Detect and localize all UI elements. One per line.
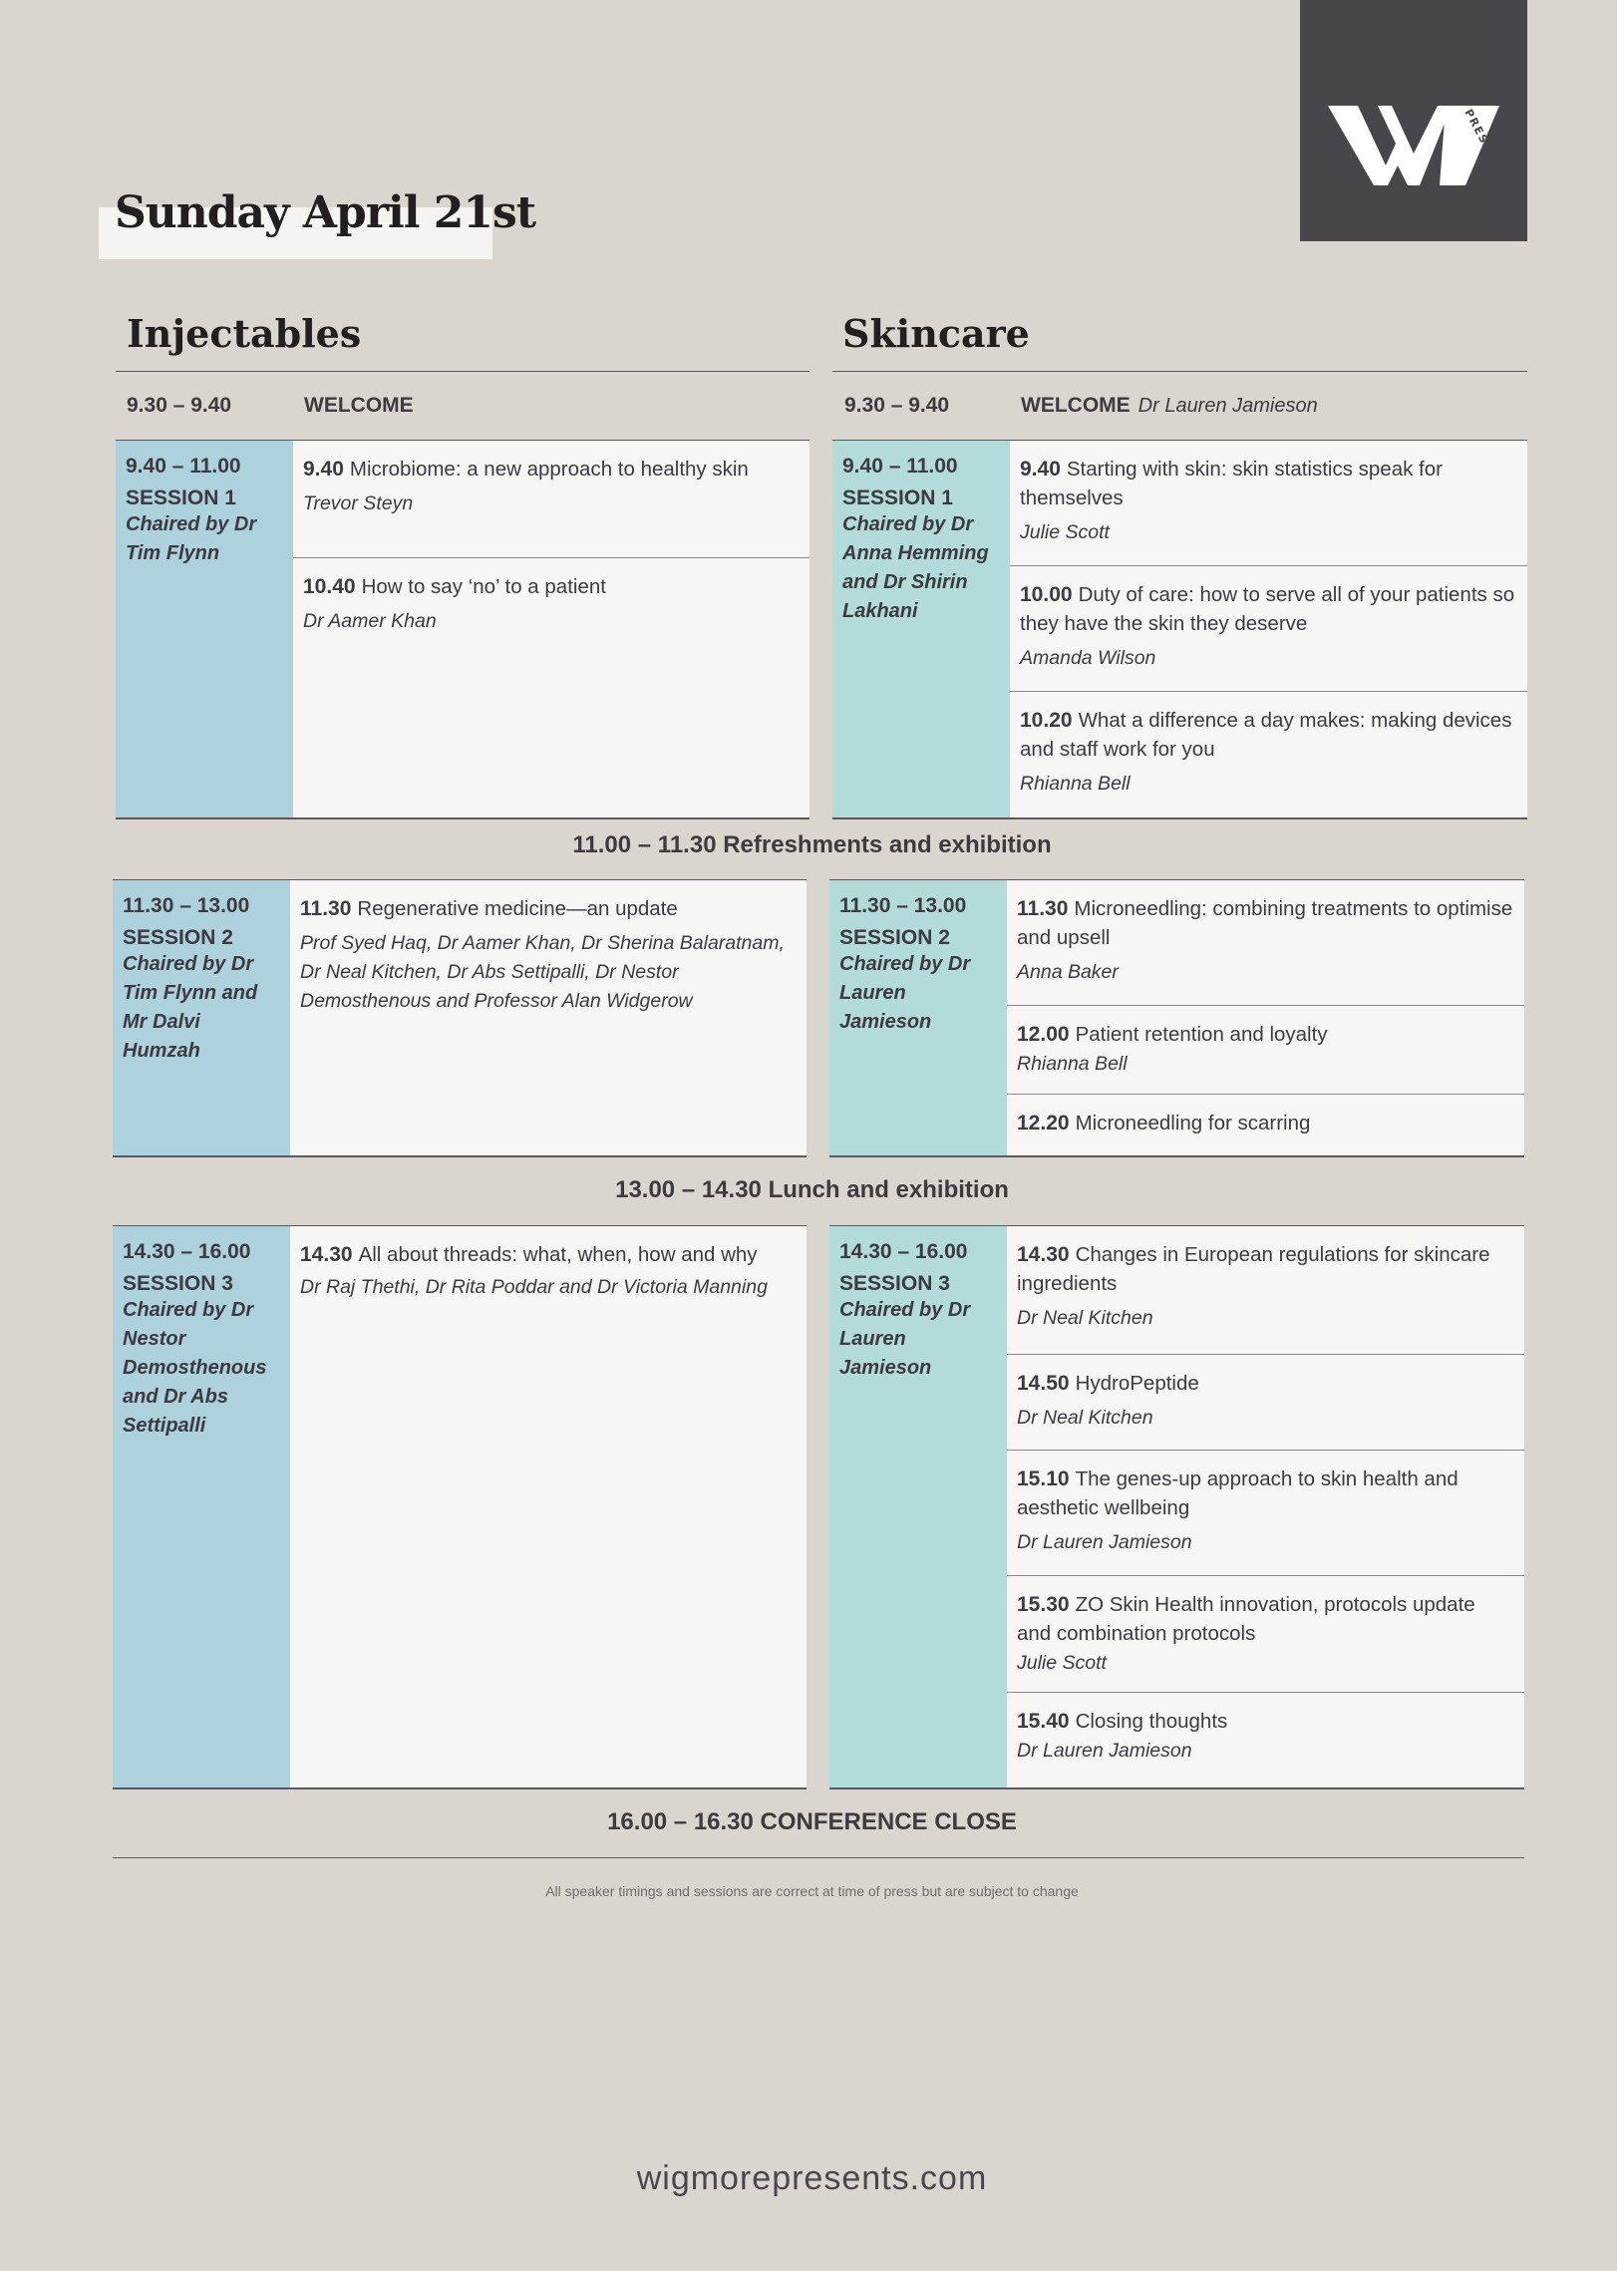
talk-time: 14.50: [1017, 1372, 1070, 1395]
talk-time: 15.40: [1017, 1710, 1070, 1733]
session-sidebar: [113, 880, 290, 1155]
talk-speaker: Prof Syed Haq, Dr Aamer Khan, Dr Sherina Balaratnam, Dr Neal Kitchen, Dr Abs Settipalli, Dr Nestor Demosthenous and Professor Alan Widgerow: [300, 932, 785, 1012]
talk-speaker: Dr Neal Kitchen: [1017, 1407, 1153, 1429]
session-chair: Chaired by Dr Lauren Jamieson: [839, 1299, 971, 1379]
talk-title: How to say ‘no’ to a patient: [361, 575, 606, 598]
skincare-session-3: [829, 1226, 1524, 1787]
skincare-session-2: [829, 880, 1524, 1155]
refreshments-break: 11.00 – 11.30 Refreshments and exhibition: [572, 831, 1052, 858]
session-time: 14.30 – 16.00: [123, 1240, 251, 1263]
session-name: SESSION 1: [126, 487, 236, 509]
talk-speaker: Julie Scott: [1017, 1652, 1107, 1674]
injectables-welcome-time: 9.30 – 9.40: [127, 394, 232, 417]
talk-time: 10.00: [1020, 583, 1073, 606]
session-name: SESSION 1: [842, 487, 953, 509]
talk-title: Closing thoughts: [1075, 1710, 1228, 1733]
session-time: 9.40 – 11.00: [842, 455, 958, 478]
injectables-session-3: [113, 1226, 807, 1787]
session-time: 14.30 – 16.00: [839, 1240, 968, 1263]
svg-text:PRESENTS: PRESENTS: [1462, 107, 1509, 180]
talk-speaker: Rhianna Bell: [1020, 773, 1131, 795]
session-sidebar: [116, 441, 293, 817]
talk-item: [1007, 1006, 1524, 1095]
session-time: 11.30 – 13.00: [839, 894, 967, 917]
talk-item: [1007, 1693, 1524, 1787]
session-chair: Chaired by Dr Tim Flynn: [126, 513, 257, 564]
talk-time: 11.30: [1017, 897, 1069, 920]
website-url: wigmorepresents.com: [636, 2159, 988, 2197]
talk-speaker: Dr Aamer Khan: [303, 610, 437, 632]
session-talks: [290, 1226, 807, 1787]
session-2-rule-right: [829, 1155, 1524, 1157]
talk-title: Microneedling: combining treatments to optimise and upsell: [1017, 897, 1513, 949]
session-sidebar: [829, 880, 1007, 1155]
talk-item: [1010, 441, 1527, 566]
session-talks: [290, 880, 807, 1155]
session-talks: [1007, 880, 1524, 1155]
talk-title: Patient retention and loyalty: [1075, 1023, 1328, 1046]
talk-title: HydroPeptide: [1075, 1372, 1199, 1395]
talk-time: 10.20: [1020, 709, 1073, 732]
injectables-welcome-label: WELCOME: [304, 394, 414, 417]
talk-item: [1007, 1226, 1524, 1355]
talk-time: 14.30: [1017, 1243, 1070, 1266]
skincare-title-rule: [832, 371, 1527, 372]
talk-speaker: Anna Baker: [1017, 961, 1119, 983]
talk-item: [293, 441, 810, 558]
talk-time: 14.30: [300, 1243, 353, 1266]
talk-speaker: Dr Lauren Jamieson: [1017, 1740, 1192, 1762]
session-talks: [1007, 1226, 1524, 1787]
page-edge: [1617, 0, 1624, 2271]
session-talks: [1010, 441, 1527, 817]
talk-time: 11.30: [300, 897, 352, 920]
w-presents-logo-icon: [1328, 96, 1509, 191]
talk-speaker: Trevor Steyn: [303, 492, 414, 514]
injectables-session-2: [113, 880, 807, 1155]
skincare-session-1: [832, 441, 1527, 817]
session-time: 11.30 – 13.00: [123, 894, 250, 917]
talk-item: [290, 1226, 807, 1787]
talk-item: [290, 880, 807, 1155]
talk-speaker: Dr Raj Thethi, Dr Rita Poddar and Dr Victoria Manning: [300, 1276, 768, 1298]
talk-title: Regenerative medicine—an update: [357, 897, 678, 920]
session-sidebar: [832, 441, 1010, 817]
talk-speaker: Amanda Wilson: [1020, 647, 1156, 669]
talk-speaker: Julie Scott: [1020, 521, 1110, 543]
session-name: SESSION 3: [123, 1272, 233, 1295]
session-name: SESSION 2: [123, 926, 233, 949]
talk-title: All about threads: what, when, how and why: [358, 1243, 758, 1266]
skincare-title: Skincare: [842, 311, 1030, 356]
conference-close: 16.00 – 16.30 CONFERENCE CLOSE: [607, 1808, 1017, 1835]
close-rule: [113, 1857, 1524, 1858]
talk-time: 9.40: [303, 458, 344, 481]
talk-item: [1007, 880, 1524, 1006]
talk-speaker: Dr Lauren Jamieson: [1017, 1531, 1192, 1553]
injectables-title-rule: [116, 371, 810, 372]
talk-title: Changes in European regulations for skincare ingredients: [1017, 1243, 1490, 1295]
lunch-break: 13.00 – 14.30 Lunch and exhibition: [615, 1176, 1009, 1203]
skincare-welcome-row: [1021, 394, 1318, 418]
skincare-welcome-speaker: Dr Lauren Jamieson: [1137, 395, 1318, 417]
talk-item: [1007, 1451, 1524, 1576]
brand-logo: [1300, 0, 1527, 241]
talk-time: 15.10: [1017, 1467, 1070, 1490]
talk-title: Microneedling for scarring: [1075, 1112, 1311, 1135]
page-date: Sunday April 21st: [115, 187, 536, 238]
talk-speaker: Dr Neal Kitchen: [1017, 1307, 1153, 1329]
talk-title: ZO Skin Health innovation, protocols update and combination protocols: [1017, 1593, 1475, 1645]
session-chair: Chaired by Dr Anna Hemming and Dr Shirin Lakhani: [842, 513, 989, 622]
disclaimer: All speaker timings and sessions are correct at time of press but are subject to change: [545, 1883, 1079, 1899]
talk-speaker: Rhianna Bell: [1017, 1053, 1128, 1075]
session-chair: Chaired by Dr Tim Flynn and Mr Dalvi Humzah: [123, 953, 258, 1062]
talk-item: [1007, 1355, 1524, 1451]
session-2-rule-left: [113, 1155, 807, 1157]
talk-time: 12.00: [1017, 1023, 1070, 1046]
skincare-welcome-label: WELCOME: [1021, 394, 1131, 417]
session-time: 9.40 – 11.00: [126, 455, 241, 478]
talk-item: [1007, 1095, 1524, 1155]
session-1-rule-right: [832, 817, 1527, 819]
talk-title: Starting with skin: skin statistics speak for themselves: [1020, 458, 1443, 509]
session-1-rule-left: [116, 817, 810, 819]
talk-title: Microbiome: a new approach to healthy skin: [349, 458, 749, 481]
session-3-rule-right: [829, 1787, 1524, 1789]
session-3-rule-left: [113, 1787, 807, 1789]
talk-title: Duty of care: how to serve all of your patients so they have the skin they deserve: [1020, 583, 1515, 635]
session-chair: Chaired by Dr Nestor Demosthenous and Dr Abs Settipalli: [123, 1299, 267, 1437]
talk-time: 10.40: [303, 575, 356, 598]
talk-time: 15.30: [1017, 1593, 1070, 1616]
injectables-session-1: [116, 441, 810, 817]
session-sidebar: [113, 1226, 290, 1787]
talk-item: [1010, 566, 1527, 692]
session-talks: [293, 441, 810, 817]
talk-title: What a difference a day makes: making devices and staff work for you: [1020, 709, 1512, 761]
talk-item: [293, 558, 810, 817]
talk-item: [1007, 1576, 1524, 1693]
injectables-title: Injectables: [127, 311, 362, 356]
session-name: SESSION 2: [839, 926, 950, 949]
talk-title: The genes-up approach to skin health and aesthetic wellbeing: [1017, 1467, 1459, 1519]
session-chair: Chaired by Dr Lauren Jamieson: [839, 953, 971, 1033]
skincare-welcome-time: 9.30 – 9.40: [844, 394, 950, 417]
talk-item: [1010, 692, 1527, 817]
session-sidebar: [829, 1226, 1007, 1787]
talk-time: 9.40: [1020, 458, 1061, 481]
session-name: SESSION 3: [839, 1272, 950, 1295]
talk-time: 12.20: [1017, 1112, 1070, 1135]
